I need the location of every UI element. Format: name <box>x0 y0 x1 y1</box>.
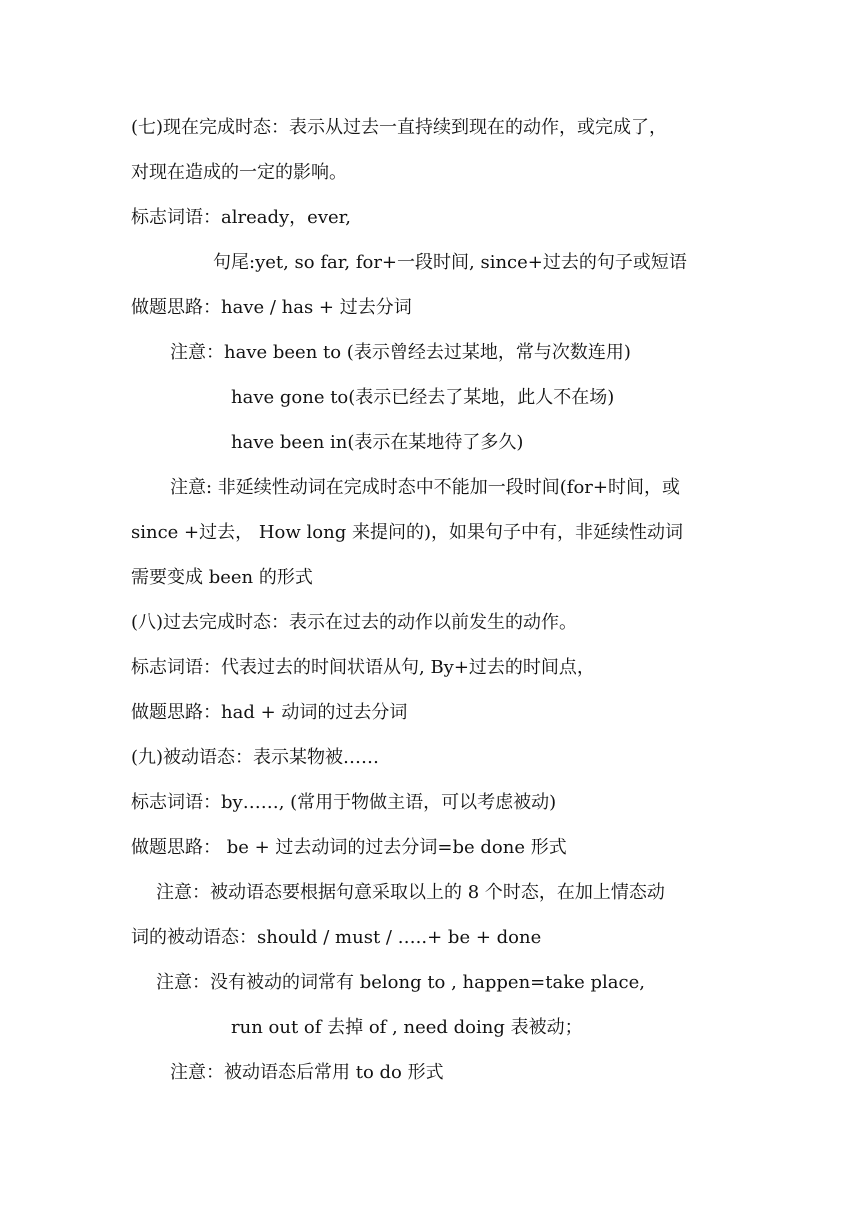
text-line: have been in(表示在某地待了多久) <box>231 432 524 453</box>
text-line: 需要变成 been 的形式 <box>131 567 313 588</box>
text-line: have gone to(表示已经去了某地，此人不在场) <box>231 387 615 408</box>
text-line: 做题思路：had + 动词的过去分词 <box>131 702 408 723</box>
text-line: since +过去， How long 来提问的)，如果句子中有，非延续性动词 <box>131 522 683 543</box>
text-line: (八)过去完成时态：表示在过去的动作以前发生的动作。 <box>131 612 578 633</box>
text-line: 注意：被动语态后常用 to do 形式 <box>170 1062 444 1083</box>
text-line: 对现在造成的一定的影响。 <box>131 162 347 183</box>
text-line: 注意：have been to (表示曾经去过某地，常与次数连用) <box>170 342 631 363</box>
text-line: 标志词语：by……, (常用于物做主语，可以考虑被动) <box>131 792 557 813</box>
text-line: 注意: 非延续性动词在完成时态中不能加一段时间(for+时间，或 <box>170 477 680 498</box>
text-line: 注意：被动语态要根据句意采取以上的 8 个时态，在加上情态动 <box>156 882 665 903</box>
text-line: 做题思路：have / has + 过去分词 <box>131 297 412 318</box>
text-line: (九)被动语态：表示某物被…… <box>131 747 380 768</box>
text-line: run out of 去掉 of , need doing 表被动； <box>231 1017 583 1038</box>
text-line: 标志词语：代表过去的时间状语从句, By+过去的时间点， <box>131 657 595 678</box>
text-line: 词的被动语态：should / must / …..+ be + done <box>131 927 542 948</box>
text-line: 标志词语：already，ever, <box>131 207 351 228</box>
text-line: (七)现在完成时态：表示从过去一直持续到现在的动作，或完成了， <box>131 117 668 138</box>
text-line: 做题思路： be + 过去动词的过去分词=be done 形式 <box>131 837 567 858</box>
text-line: 句尾:yet, so far, for+一段时间, since+过去的句子或短语 <box>213 252 687 273</box>
text-line: 注意：没有被动的词常有 belong to , happen=take place, <box>156 972 645 993</box>
